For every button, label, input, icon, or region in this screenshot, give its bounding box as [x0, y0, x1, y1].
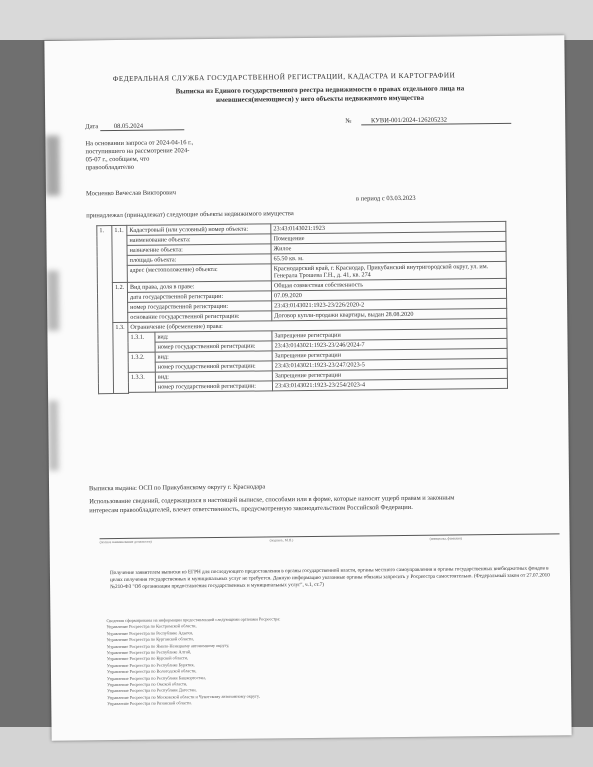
- request-basis: На основании запроса от 2024-04-16 г., поступившего на рассмотрение 2024-05-07 г., сообщаем, что правообладателю: [85, 139, 194, 172]
- agency-header: ФЕДЕРАЛЬНАЯ СЛУЖБА ГОСУДАРСТВЕННОЙ РЕГИСТРАЦИИ, КАДАСТРА И КАРТОГРАФИИ: [112, 71, 456, 84]
- cadastral-value: 23:43:0143021:1923: [271, 221, 506, 233]
- date-label: Дата: [85, 123, 99, 131]
- encumbrance-number: 1.3.3.: [128, 372, 155, 392]
- regnum-label: номер государственной регистрации:: [128, 301, 272, 313]
- offices-list: Сведения сформированы на информации предоставленной следующими органами Росреестра: Управление Росреестра по Костромской области, Управление Росреестра по Республике Адыгея, Управление Росреестра по Курганской области, Управление Росреестра по Ямало-Ненецкому автономному округу, Управление Росреестра по Республике Алтай, Управление Росреестра по Курской области, Управление Росреестра по Республике Бурятия, Управление Росреестра по Вологодской области, Управление Росреестра по Республике Башкортостан, Управление Росреестра по Омской области, Управление Росреестра по Республике Дагестан, Управление Росреестра по Московской области и Чукотскому автономному округу, Управление Росреестра по Рязанской области.: [106, 616, 281, 707]
- encumbrance-label: Ограничение (обременение) права:: [128, 318, 507, 332]
- date-line: [85, 122, 184, 131]
- encumbrance-kind-value: Запрещение регистрации: [272, 328, 507, 340]
- property-table: [96, 221, 508, 394]
- scan-shadow: [45, 136, 60, 196]
- scan-shadow: [48, 401, 59, 471]
- number-value: КУВИ-001/2024-126205232: [361, 116, 511, 126]
- date-value: 08.05.2024: [100, 122, 184, 131]
- right-label: Вид права, доля в праве:: [127, 281, 271, 293]
- encumbrance-number: 1.3.2.: [128, 352, 155, 372]
- sig-position-caption: (полное наименование должности): [99, 539, 152, 545]
- reg-basis-label: основание государственной регистрации:: [128, 311, 272, 323]
- cadastral-label: Кадастровый (или условный) номер объекта:: [127, 224, 271, 236]
- scan-shadow: [47, 271, 60, 331]
- number-line: [345, 116, 511, 126]
- regdate-value: 07.09.2020: [271, 288, 506, 300]
- encumbrance-kind-label: вид:: [155, 371, 272, 382]
- purpose-value: Жилое: [271, 241, 506, 253]
- background-top: [0, 0, 593, 40]
- signature-line: [100, 533, 560, 539]
- encumbrance-reg-label: номер государственной регистрации:: [155, 381, 272, 392]
- number-label: №: [345, 117, 352, 125]
- encumbrance-reg-label: номер государственной регистрации:: [155, 341, 272, 352]
- right-value: Общая совместная собственность: [271, 278, 506, 290]
- encumbrance-reg-value: 23:43:0143021:1923-23/247/2023-5: [272, 358, 507, 370]
- encumbrance-kind-value: Запрещение регистрации: [272, 368, 507, 380]
- address-label: адрес (местоположение) объекта:: [127, 264, 271, 283]
- encumbrance-reg-value: 23:43:0143021:1923-23/246/2024-7: [272, 338, 507, 350]
- area-label: площадь объекта:: [127, 254, 271, 266]
- section-number: 1.3.: [113, 322, 129, 393]
- notice-text: Получение заявителем выписки из ЕГРН для последующего предоставления в органы государственной власти, органы местного самоуправления и органы государственных внебюджетных фондов в целях получения государственных и муниципальных услуг не требуется. Данную информацию указанные органы обязаны запросить у Росреестра самостоятельно. (Федеральный закон от 27.07.2010 №210-ФЗ "Об организации предоставления государственных и муниципальных услуг", ч.1, ст.7): [109, 565, 550, 591]
- reg-basis-value: Договор купли-продажи квартиры, выдан 28.08.2020: [272, 308, 507, 320]
- sig-name-caption: (инициалы, фамилия): [429, 536, 462, 541]
- document-title: Выписка из Единого государственного реестра недвижимости о правах отдельного лица на имевшиеся(имеющиеся) у него объекты недвижимого имущества: [175, 84, 465, 104]
- regnum-value: 23:43:0143021:1923-23/226/2020-2: [272, 298, 507, 310]
- encumbrance-kind-value: Запрещение регистрации: [272, 348, 507, 360]
- encumbrance-reg-value: 23:43:0143021:1923-23/254/2023-4: [272, 378, 507, 390]
- regdate-label: дата государственной регистрации:: [127, 291, 271, 303]
- encumbrance-number: 1.3.1.: [128, 332, 155, 352]
- name-value: Помещение: [271, 231, 506, 243]
- encumbrance-kind-label: вид:: [155, 351, 272, 362]
- encumbrance-kind-label: вид:: [155, 331, 272, 342]
- encumbrance-reg-label: номер государственной регистрации:: [155, 361, 272, 372]
- area-value: 65.50 кв. м.: [271, 251, 506, 263]
- purpose-label: назначение объекта:: [127, 244, 271, 256]
- address-value: Краснодарский край, г. Краснодар, Прикубанский внутригородской округ, ул. им. Генерала Трошева Г.Н., д. 41, кв. 274: [271, 261, 506, 280]
- sig-signature-caption: (подпись, М.П.): [269, 538, 294, 543]
- usage-warning: Использование сведений, содержащихся в настоящей выписке, способами или в форме, которые наносят ущерб правам и законным интересам правообладателей, влечет ответственность, предусмотренную законодательством Российской Федерации.: [89, 494, 455, 514]
- section-number: 1.1.: [112, 225, 128, 282]
- holder-name: Мосиенко Вячеслав Викторович: [85, 189, 177, 198]
- document-page: [44, 35, 571, 740]
- belonged-text: принадлежал (принадлежат) следующие объекты недвижимого имущества: [86, 210, 294, 220]
- issued-to: Выписка выдана: ОСП по Прикубанскому округу г. Краснодара: [89, 483, 266, 493]
- section-number: 1.2.: [112, 282, 127, 322]
- name-label: наименование объекта:: [127, 234, 271, 246]
- period-text: в период с 03.03.2023: [355, 194, 416, 203]
- row-number: 1.: [97, 226, 114, 394]
